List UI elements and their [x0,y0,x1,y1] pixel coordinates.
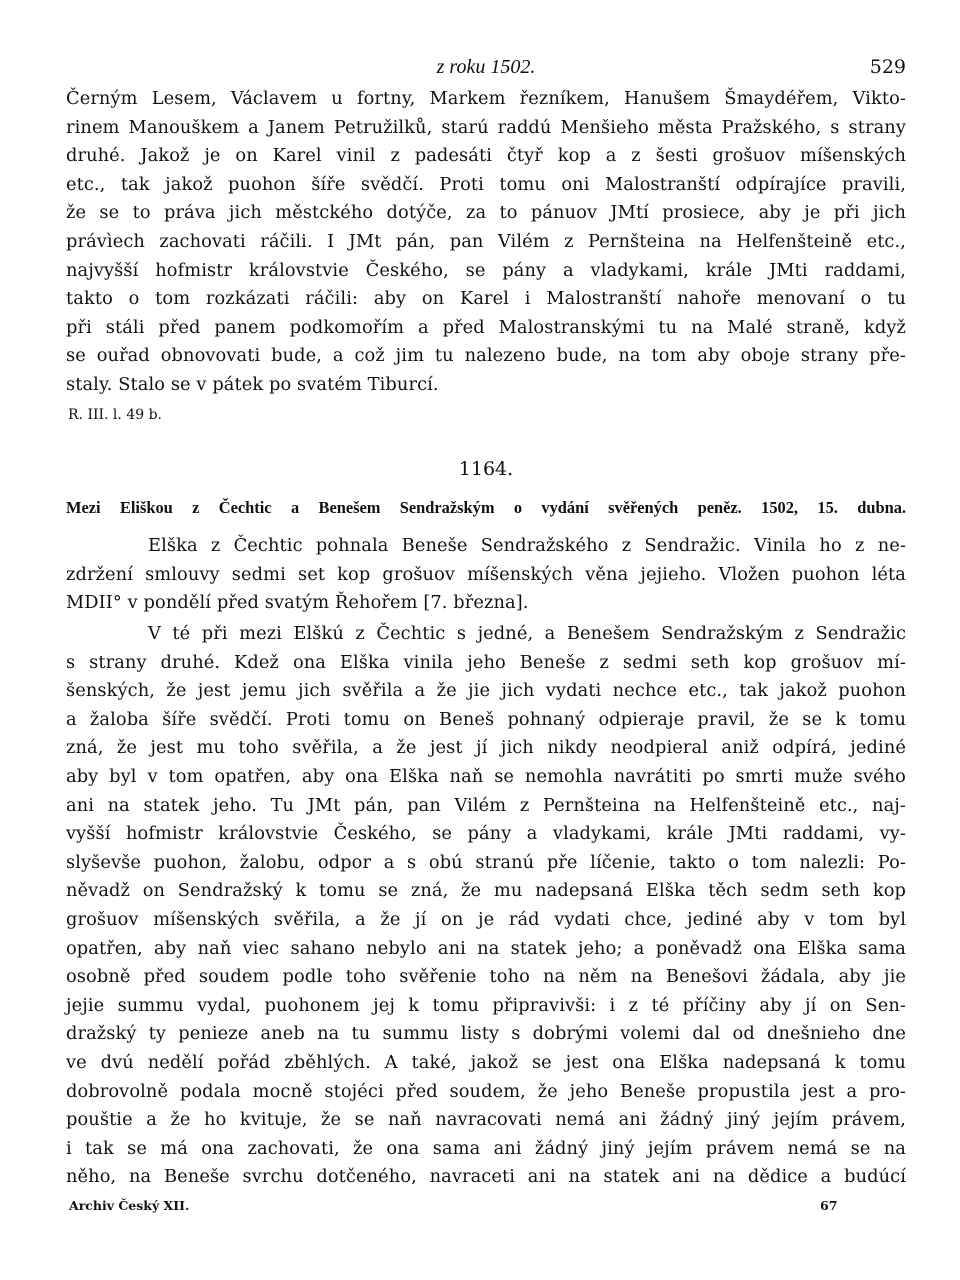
source-reference: R. III. l. 49 b. [68,406,162,423]
text-line: právìech zachovati ráčili. I JMt pán, pan Vilém z Pernšteina na Helfenšteině etc., [66,230,906,252]
page-footer [66,1198,906,1218]
text-line: slyševše puohon, žalobu, odpor a s obú stranú pře líčenie, takto o tom nalezli: Po- [66,851,906,873]
text-line: vyšší hofmistr královstvie Českého, se pány a vladykami, krále JMti raddami, vy- [66,823,906,845]
text-line: zná, že jest mu toho svěřila, a že jest jí jich nikdy neodpieral aniž odpírá, jediné [66,737,906,759]
text-line: něvadž on Sendražský k tomu se zná, že mu nadepsaná Elška těch sedm seth kop [66,880,906,902]
text-line: jejie summu vydal, puohonem jej k tomu připravivši: i z té příčiny aby jí on Sen- [66,994,906,1016]
paragraph-summons [66,532,906,618]
footer-signature-mark: 67 [820,1198,838,1213]
running-title: z roku 1502. [436,56,536,78]
text-line: pouštie a že ho kvituje, že se naň navracovati nemá ani žádný jiný jejím právem, [66,1109,906,1131]
text-line: rinem Manouškem a Janem Petružilků, starú raddú Menšieho města Pražského, s strany [66,116,906,138]
text-line: dobrovolně podala mocně stojéci před soudem, že jeho Beneše propustila jest a pro- [66,1080,906,1102]
text-line: při stáli před panem podkomořím a před Malostranskými tu na Malé straně, když [66,316,906,338]
text-line: šenských, že jest jemu jich svěřila a že jie jich vydati nechce etc., tak jakož puohon [66,680,906,702]
text-line: se ouřad obnovovati bude, a což jim tu nalezeno bude, na tom aby oboje strany pře- [66,345,906,367]
text-line: že se to práva jich městckého dotýče, za to pánuov JMtí prosiece, aby je při jich [66,202,906,224]
text-line: takto o tom rozkázati ráčili: aby on Karel i Malostranští nahoře menovaní o tu [66,288,906,310]
page-number: 529 [869,56,906,78]
text-line: i tak se má ona zachovati, že ona sama ani žádný jiný jejím právem nemá se na [66,1137,906,1159]
text-line: MDII° v pondělí před svatým Řehořem [7. března]. [66,592,529,614]
text-line: staly. Stalo se v pátek po svatém Tiburcí. [66,373,439,395]
continuation-paragraph [66,85,906,430]
document-heading: Mezi Eliškou z Čechtic a Benešem Sendražským o vydání svěřených peněz. 1502, 15. dubna. [66,498,906,517]
text-line: najvyšší hofmistr královstvie Českého, se pány a vladykami, krále JMti raddami, [66,259,906,281]
document-number: 1164. [458,458,514,480]
running-head [66,56,906,84]
text-line: dražský ty penieze aneb na tu summu listy s dobrými volemi dal od dnešnieho dne [66,1023,906,1045]
text-line: něho, na Beneše svrchu dotčeného, navraceti ani na statek ani na dědice a budúcí [66,1166,906,1188]
text-line: Černým Lesem, Václavem u fortny, Markem řezníkem, Hanušem Šmaydéřem, Vikto- [66,88,906,109]
text-line: aby byl v tom opatřen, aby ona Elška naň se nemohla navrátiti po smrti muže svého [66,765,906,787]
footer-series-title: Archiv Český XII. [69,1198,190,1213]
text-line: s strany druhé. Kdež ona Elška vinila jeho Beneše z sedmi seth kop grošuov mí- [66,651,906,673]
text-line: zdržení smlouvy sedmi set kop grošuov míšenských věna jejieho. Vložen puohon léta [66,563,906,585]
text-line: etc., tak jakož puohon šíře svědčí. Proti tomu oni Malostranští odpírajíce pravili, [66,173,906,195]
text-line: V té při mezi Elškú z Čechtic s jedné, a Benešem Sendražským z Sendražic [148,623,906,644]
text-line: Elška z Čechtic pohnala Beneše Sendražského z Sendražic. Vinila ho z ne- [148,535,906,556]
text-line: ve dvú nedělí pořád zběhlých. A také, jakož se jest ona Elška nadepsaná k tomu [66,1051,906,1073]
text-line: osobně před soudem podle toho svěřenie toho na něm na Benešovi žádala, aby jie [66,966,906,988]
text-line: opatřen, aby naň viec sahano nebylo ani na statek jeho; a poněvadž ona Elška sama [66,937,906,959]
text-line: ani na statek jeho. Tu JMt pán, pan Vilém z Pernšteina na Helfenšteině etc., naj- [66,794,906,816]
paragraph-judgment [66,620,906,1192]
text-line: druhé. Jakož je on Karel vinil z padesáti čtyř kop a z šesti grošuov míšenských [66,145,906,167]
text-line: a žaloba šíře svědčí. Proti tomu on Beneš pohnaný odpieraje pravil, že se k tomu [66,708,906,730]
text-line: grošuov míšenských svěřila, a že jí on je rád vydati chce, jediné aby v tom byl [66,908,906,930]
book-page [66,0,906,1280]
